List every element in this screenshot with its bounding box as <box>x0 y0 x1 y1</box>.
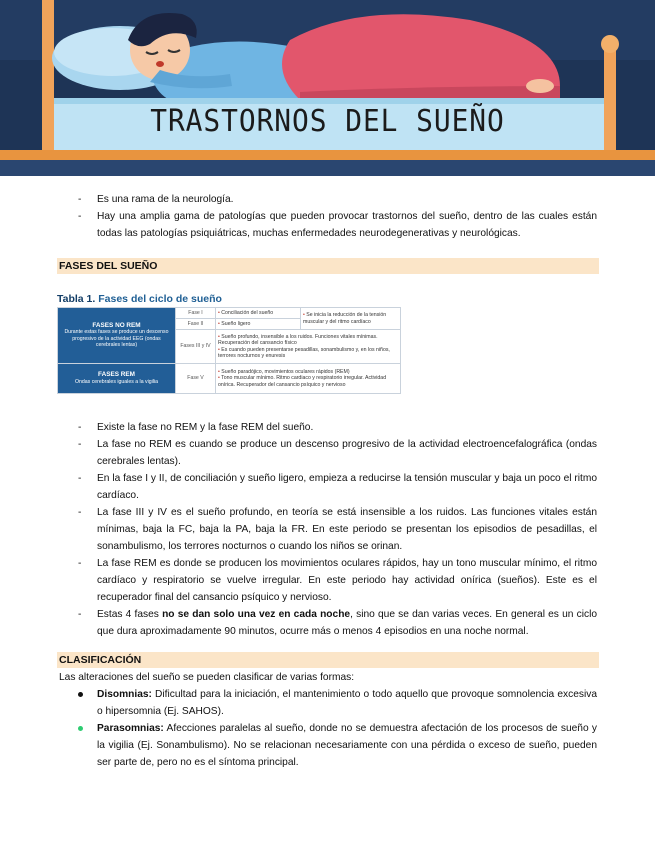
page-title: TRASTORNOS DEL SUEÑO <box>150 104 505 139</box>
term-definition: Afecciones paralelas al sueño, donde no se demuestra afectación de los procesos de sueño y la vigilia (Ej. Sonambulismo). No se relacionan necesariamente con una pérdida o exceso de sueño, pueden ser parte de, pero no es el síntoma principal. <box>97 723 597 768</box>
list-item <box>0 686 655 720</box>
list-item: - Hay una amplia gama de patologías que pueden provocar trastornos del sueño, dentro de las cuales están todas las patologías psiquiátricas, muchas enfermedades neurodegenerativas y neurológicas. <box>0 208 655 242</box>
list-item: - La fase III y IV es el sueño profundo, en teoría se está insensible a los ruidos. Las funciones vitales están mínimas, baja la FC, baja la PA, baja la FR. En este periodo se presentan los episodios de pesadillas, el sonambulismo, los terrores nocturnos o cuando los niños se orinan. <box>0 504 655 555</box>
intro-list <box>0 191 655 242</box>
list-item <box>0 720 655 771</box>
rem-title: FASES REM <box>98 371 135 379</box>
phase-desc: • Sueño profundo, insensible a los ruidos. Funciones vitales mínimas. Recuperación del cansancio físico <box>218 334 398 346</box>
table-caption-text: Fases del ciclo de sueño <box>98 293 222 305</box>
rem-cell <box>58 364 176 394</box>
list-item: - La fase no REM es cuando se produce un descenso progresivo de la actividad electroencefalográfica (ondas cerebrales lentas). <box>0 436 655 470</box>
phase-desc: • Conciliación del sueño <box>216 308 301 319</box>
list-item: - Es una rama de la neurología. <box>0 191 655 208</box>
phase-desc: • Sueño paradójico, movimientos oculares rápidos (REM) <box>218 369 398 375</box>
fases-list <box>0 419 655 640</box>
phase-label: Fase II <box>176 319 216 330</box>
list-item-emphasis: no se dan solo una vez en cada noche <box>162 609 351 620</box>
header-illustration <box>0 0 655 176</box>
no-rem-desc: Durante estas fases se produce un descenso progresivo de la actividad EEG (ondas cerebrales lentas) <box>64 329 169 348</box>
clasificacion-intro: Las alteraciones del sueño se pueden clasificar de varias formas: <box>59 672 355 683</box>
phase-label: Fases III y IV <box>176 330 216 364</box>
table-caption <box>57 292 400 306</box>
term: Disomnias: <box>97 689 152 700</box>
phase-desc: • Tono muscular mínimo. Ritmo cardiaco y respiratorio irregular. Actividad onírica. Recuperador del cansancio psíquico y nervioso <box>218 375 398 387</box>
sleep-phases-table <box>57 307 401 394</box>
list-item: - Existe la fase no REM y la fase REM del sueño. <box>0 419 655 436</box>
phase-desc-cell <box>216 364 401 394</box>
no-rem-cell <box>58 308 176 364</box>
section-heading-fases: FASES DEL SUEÑO <box>57 258 599 274</box>
sleeping-child-illustration <box>0 0 655 176</box>
term: Parasomnias: <box>97 723 164 734</box>
bullet-icon <box>78 726 83 731</box>
phase-desc: • Se inicia la reducción de la tensión muscular y del ritmo cardíaco <box>301 308 401 330</box>
table-caption-label: Tabla 1. <box>57 293 96 305</box>
term-definition: Dificultad para la iniciación, el mantenimiento o todo aquello que provoque somnolencia excesiva o hipersomnia (Ej. SAHOS). <box>97 689 597 717</box>
phase-label: Fase V <box>176 364 216 394</box>
no-rem-title: FASES NO REM <box>92 322 141 330</box>
list-item-text: Estas 4 fases <box>97 609 163 620</box>
clasificacion-list <box>0 686 655 771</box>
phase-label: Fase I <box>176 308 216 319</box>
phase-desc-cell <box>216 330 401 364</box>
sleep-phases-table-figure <box>57 292 400 402</box>
section-heading-clasificacion: CLASIFICACIÓN <box>57 652 599 668</box>
phase-desc: • Sueño ligero <box>216 319 301 330</box>
list-item: - La fase REM es donde se producen los movimientos oculares rápidos, hay un tono muscular mínimo, el ritmo cardíaco y respiratorio se vuelve irregular. En este periodo hay actividad onírica (sueños). Este es el recuperador final del cansancio psíquico y nervioso. <box>0 555 655 606</box>
phase-desc: • Es cuando pueden presentarse pesadillas, sonambulismo y, en los niños, terrores nocturnos y enuresis <box>218 347 398 359</box>
bullet-icon <box>78 692 83 697</box>
list-item <box>0 606 655 640</box>
rem-desc: Ondas cerebrales iguales a la vigilia <box>74 378 159 385</box>
list-item: - En la fase I y II, de conciliación y sueño ligero, empieza a reducirse la tensión muscular y baja un poco el ritmo cardíaco. <box>0 470 655 504</box>
list-item-text: , sino que se dan varias veces. En general es un ciclo que dura aproximadamente 90 minutos, ocurre más o menos 4 episodios en una noche normal. <box>97 609 597 637</box>
